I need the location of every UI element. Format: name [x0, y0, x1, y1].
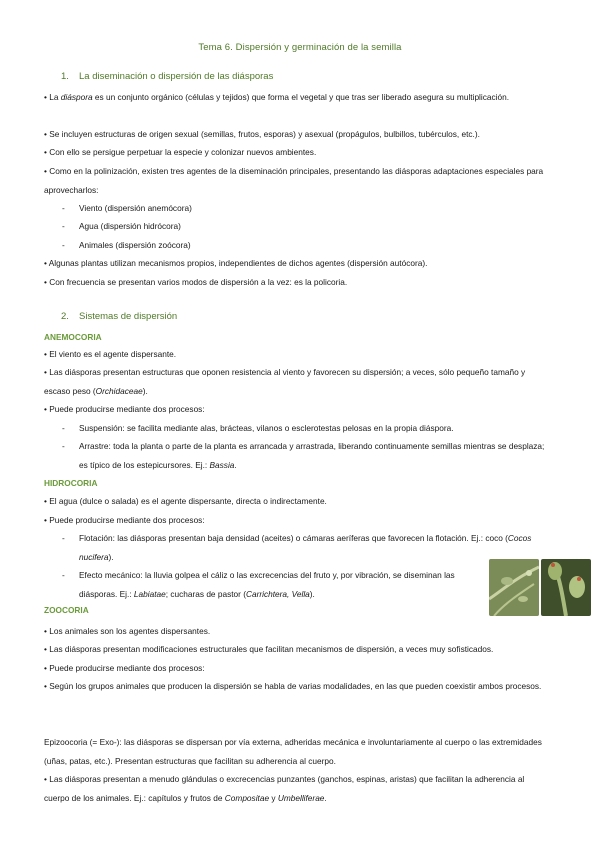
plant-photo [541, 559, 591, 616]
list-item: - Arrastre: toda la planta o parte de la planta es arrancada y arrastrada, liberando continuamente semillas mientras se desplaza; es típico de los estepicursores. Ej.: Bassia. [62, 441, 545, 470]
list-item: - Suspensión: se facilita mediante alas, brácteas, vilanos o esclerotestas pelosas en la propia diáspora. [62, 423, 454, 433]
list-item: - Agua (dispersión hidrócora) [62, 221, 181, 231]
paragraph-wind-structures: • Las diásporas presentan estructuras que oponen resistencia al viento y favorecen su dispersión; a veces, sólo pequeño tamaño y escaso peso (Orchidaceae). [44, 367, 526, 396]
paragraph-wind-agent: • El viento es el agente dispersante. [44, 349, 177, 359]
paragraph-policoria: • Con frecuencia se presentan varios modos de dispersión a la vez: es la policoria. [44, 277, 348, 287]
plant-photo [489, 559, 539, 616]
section-number: 2. [61, 311, 69, 322]
list-item: - Animales (dispersión zoócora) [62, 240, 191, 250]
label-zoocoria: ZOOCORIA [44, 605, 89, 615]
paragraph-water-processes: • Puede producirse mediante dos procesos: [44, 515, 205, 525]
paragraph-epizoocoria: Epizoocoria (= Exo-): las diásporas se dispersan por vía externa, adheridas mecánica e involuntariamente al cuerpo o las extremidades (uñas, patas, etc.). Presentan estructuras que facilitan su adherencia al cuerpo. [44, 737, 542, 766]
section-1-heading: 1. La diseminación o dispersión de las diásporas [61, 71, 274, 82]
paragraph-animal-processes: • Puede producirse mediante dos procesos: [44, 663, 205, 673]
section-2-heading: 2. Sistemas de dispersión [61, 311, 178, 322]
list-item: - Flotación: las diásporas presentan baja densidad (aceites) o cámaras aeríferas que favorecen la flotación. Ej.: coco (Cocos nucifera). [62, 533, 532, 562]
paragraph-animal-agent: • Los animales son los agentes dispersantes. [44, 626, 211, 636]
paragraph-animal-structures: • Las diásporas presentan modificaciones estructurales que facilitan mecanismos de dispersión, a veces muy sofisticados. [44, 644, 494, 654]
paragraph-agents: • Como en la polinización, existen tres agentes de la diseminación principales, presentando las diásporas adaptaciones especiales para aprovecharlos: [44, 166, 544, 195]
paragraph-water-agent: • El agua (dulce o salada) es el agente dispersante, directa o indirectamente. [44, 496, 327, 506]
paragraph-structures: • Se incluyen estructuras de origen sexual (semillas, frutos, esporas) y asexual (propágulos, bulbillos, tubérculos, etc.). [44, 129, 480, 139]
paragraph-animal-modalities: • Según los grupos animales que producen la dispersión se habla de varias modalidades, en las que pueden coexistir ambos procesos. [44, 681, 542, 691]
list-item: - Viento (dispersión anemócora) [62, 203, 192, 213]
paragraph-diaspora: • La diáspora es un conjunto orgánico (células y tejidos) que forma el vegetal y que tras ser liberado asegura su multiplicación. [44, 92, 510, 102]
list-item: - Efecto mecánico: la lluvia golpea el cáliz o las excrecencias del fruto y, por vibración, se diseminan las diásporas. Ej.: Labiatae; cucharas de pastor (Carrichtera, Vella). [62, 570, 455, 599]
section-number: 1. [61, 71, 69, 82]
paragraph-autocora: • Algunas plantas utilizan mecanismos propios, independientes de dichos agentes (dispersión autócora). [44, 258, 428, 268]
label-anemocoria: ANEMOCORIA [44, 332, 102, 342]
paragraph-adherence: • Las diásporas presentan a menudo glándulas o excrecencias punzantes (ganchos, espinas, aristas) que facilitan la adherencia al cuerpo de los animales. Ej.: capítulos y frutos de Compositae y Umbelliferae. [44, 774, 525, 803]
paragraph-purpose: • Con ello se persigue perpetuar la especie y colonizar nuevos ambientes. [44, 147, 317, 157]
page-title: Tema 6. Dispersión y germinación de la semilla [198, 42, 402, 53]
label-hidrocoria: HIDROCORIA [44, 478, 98, 488]
paragraph-wind-processes: • Puede producirse mediante dos procesos: [44, 404, 205, 414]
